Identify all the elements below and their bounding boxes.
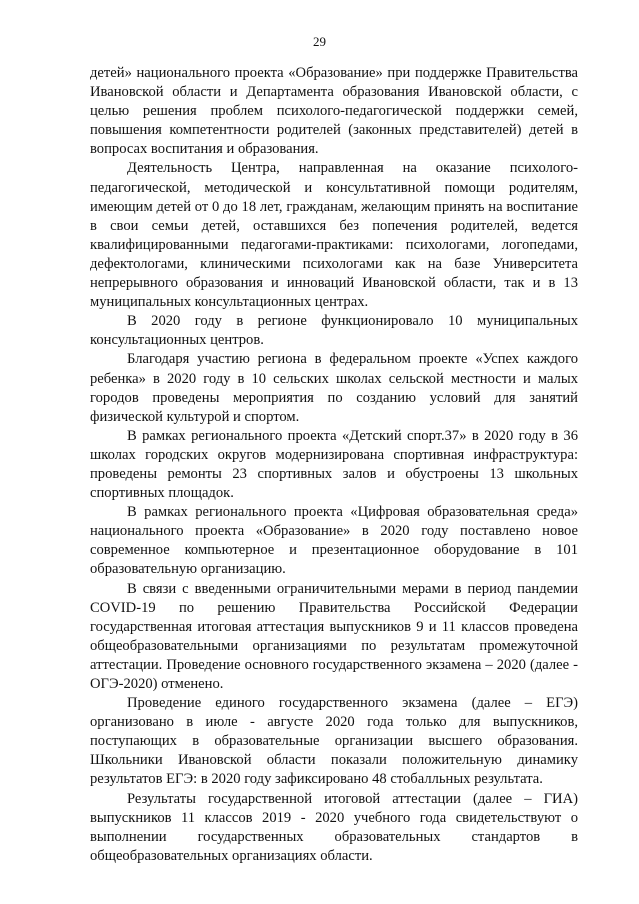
page-number: 29 [313, 34, 326, 49]
paragraph-digital-environment: В рамках регионального проекта «Цифровая образовательная среда» национального проекта «Образование» в 2020 году поставлено новое современное компьютерное и презентационное оборудование в 101 образовательную организацию. [90, 504, 578, 578]
document-body [90, 64, 578, 866]
paragraph-consultation-centers: В 2020 году в регионе функционировало 10 муниципальных консультационных центров. [90, 313, 578, 349]
paragraph-continuation: детей» национального проекта «Образование» при поддержке Правительства Ивановской области и Департамента образования Ивановской области, с целью решения проблем психолого-педагогической поддержки семей, повышения компетентности родителей (законных представителей) детей в вопросах воспитания и образования. [90, 65, 578, 158]
paragraph-covid-attestation: В связи с введенными ограничительными мерами в период пандемии COVID-19 по решению Правительства Российской Федерации государственная итоговая аттестация выпускников 9 и 11 классов проведена общеобразовательными организациями по результатам промежуточной аттестации. Проведение основного государственного экзамена – 2020 (далее - ОГЭ-2020) отменено. [90, 580, 578, 692]
paragraph-center-activity: Деятельность Центра, направленная на оказание психолого-педагогической, методической и консультативной помощи родителям, имеющим детей от 0 до 18 лет, гражданам, желающим принять на воспитание в свои семьи детей, оставшихся без попечения родителей, ведется квалифицированными педагогами-практиками: психологами, логопедами, дефектологами, клиническими психологами как на базе Университета непрерывного образования и инноваций Ивановской области, так и в 13 муниципальных консультационных центрах. [90, 160, 578, 311]
paragraph-gia-results: Результаты государственной итоговой аттестации (далее – ГИА) выпускников 11 классов 2019 - 2020 учебного года свидетельствуют о выполнении государственных образовательных стандартов в общеобразовательных организациях области. [90, 790, 578, 864]
paragraph-success-project: Благодаря участию региона в федеральном проекте «Успех каждого ребенка» в 2020 году в 10 сельских школах сельской местности и малых городов проведены мероприятия по созданию условий для занятий физической культурой и спортом. [90, 351, 578, 425]
paragraph-children-sport: В рамках регионального проекта «Детский спорт.37» в 2020 году в 36 школах городских округов модернизирована спортивная инфраструктура: проведены ремонты 23 спортивных залов и обустроены 13 школьных спортивных площадок. [90, 427, 578, 502]
paragraph-unified-exam: Проведение единого государственного экзамена (далее – ЕГЭ) организовано в июле - августе 2020 года только для выпускников, поступающих в образовательные организации высшего образования. Школьники Ивановской области показали положительную динамику результатов ЕГЭ: в 2020 году зафиксировано 48 стобалльных результата. [90, 695, 578, 788]
